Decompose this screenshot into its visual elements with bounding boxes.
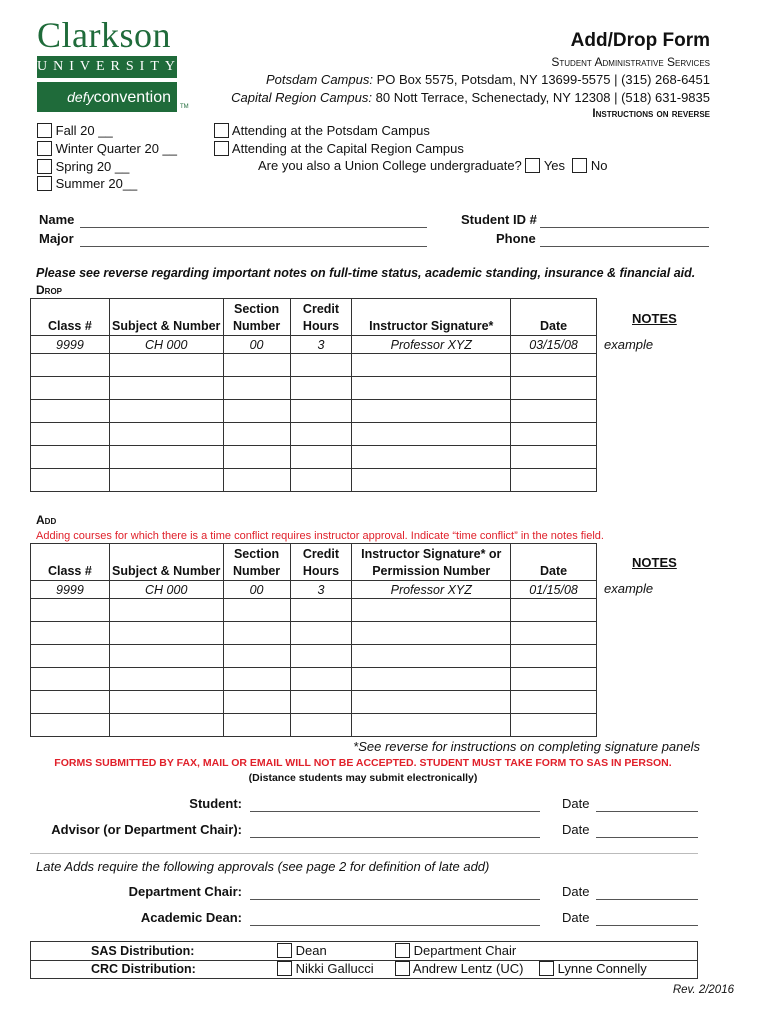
checkbox-sas-dean[interactable] — [277, 943, 292, 958]
major-label: Major — [39, 231, 74, 246]
student-date-field[interactable] — [596, 811, 698, 812]
name-field[interactable] — [80, 227, 427, 228]
add-header-row — [31, 544, 597, 581]
term-fall-label: Fall 20 __ — [55, 123, 113, 138]
add-cell[interactable] — [109, 714, 223, 737]
crc-gallucci-label: Nikki Gallucci — [295, 961, 374, 976]
drop-col-section: Section Number — [223, 299, 290, 336]
logo-trademark: TM — [180, 104, 189, 110]
drop-entry-row[interactable] — [31, 469, 597, 492]
advisor-date-label: Date — [562, 822, 590, 837]
drop-entry-row[interactable] — [31, 446, 597, 469]
sas-dept-chair[interactable] — [395, 943, 516, 958]
sas-dean[interactable] — [277, 943, 327, 958]
checkbox-crc-lentz[interactable] — [395, 961, 410, 976]
drop-cell[interactable] — [290, 423, 352, 446]
drop-cell[interactable] — [290, 469, 352, 492]
instructions-note: Instructions on reverse — [592, 108, 710, 120]
checkbox-fall[interactable] — [37, 123, 52, 138]
add-cell[interactable] — [511, 599, 597, 622]
drop-cell[interactable] — [31, 377, 110, 400]
drop-table — [30, 298, 597, 492]
add-cell[interactable] — [290, 668, 352, 691]
union-question: Are you also a Union College undergraduate? — [258, 158, 522, 173]
campus-capital-label: Attending at the Capital Region Campus — [231, 141, 464, 156]
drop-cell[interactable] — [109, 377, 223, 400]
drop-cell[interactable] — [511, 354, 597, 377]
drop-cell[interactable] — [223, 354, 290, 377]
capital-text: 80 Nott Terrace, Schenectady, NY 12308 | (518) 631-9835 — [375, 90, 710, 105]
advisor-sign-field[interactable] — [250, 837, 540, 838]
add-cell[interactable] — [290, 622, 352, 645]
add-cell[interactable] — [352, 622, 511, 645]
drop-cell[interactable] — [352, 469, 511, 492]
add-col-signature: Instructor Signature* or Permission Number — [352, 544, 511, 581]
add-cell[interactable] — [31, 622, 110, 645]
logo-wordmark: Clarkson — [37, 15, 171, 55]
add-cell[interactable] — [223, 645, 290, 668]
drop-entry-row[interactable] — [31, 377, 597, 400]
add-cell[interactable] — [31, 645, 110, 668]
add-entry-row[interactable] — [31, 714, 597, 737]
drop-entry-row[interactable] — [31, 400, 597, 423]
form-title: Add/Drop Form — [570, 30, 710, 51]
add-cell[interactable] — [31, 691, 110, 714]
sas-dept-chair-label: Department Chair — [413, 943, 517, 958]
drop-cell[interactable] — [31, 446, 110, 469]
drop-cell[interactable] — [511, 446, 597, 469]
add-col-section: Section Number — [223, 544, 290, 581]
logo-tag-defy: defy — [67, 89, 94, 105]
add-col-date: Date — [511, 544, 597, 581]
add-cell[interactable] — [511, 691, 597, 714]
drop-col-class: Class # — [31, 299, 110, 336]
add-cell[interactable] — [511, 622, 597, 645]
add-ex-section: 00 — [223, 581, 290, 599]
drop-cell[interactable] — [352, 400, 511, 423]
add-cell[interactable] — [290, 691, 352, 714]
phone-field[interactable] — [540, 246, 709, 247]
add-col-subject: Subject & Number — [109, 544, 223, 581]
checkbox-crc-gallucci[interactable] — [277, 961, 292, 976]
dept-chair-date-field[interactable] — [596, 899, 698, 900]
student-sign-label: Student: — [189, 796, 242, 811]
checkbox-union-no[interactable] — [572, 158, 587, 173]
student-date-label: Date — [562, 796, 590, 811]
drop-cell[interactable] — [31, 469, 110, 492]
sas-dean-label: Dean — [295, 943, 327, 958]
add-cell[interactable] — [511, 714, 597, 737]
term-spring-label: Spring 20 __ — [55, 159, 130, 174]
crc-lentz-label: Andrew Lentz (UC) — [412, 961, 524, 976]
potsdam-label: Potsdam Campus: — [266, 72, 373, 87]
campus-capital[interactable] — [214, 141, 464, 156]
add-ex-date: 01/15/08 — [511, 581, 597, 599]
dept-chair-date-label: Date — [562, 884, 590, 899]
crc-connelly-label: Lynne Connelly — [557, 961, 647, 976]
crc-gallucci[interactable] — [277, 961, 374, 976]
drop-entry-row[interactable] — [31, 423, 597, 446]
drop-ex-credit: 3 — [290, 336, 352, 354]
dean-date-label: Date — [562, 910, 590, 925]
drop-entry-row[interactable] — [31, 354, 597, 377]
add-cell[interactable] — [511, 645, 597, 668]
add-cell[interactable] — [352, 599, 511, 622]
drop-cell[interactable] — [109, 446, 223, 469]
add-cell[interactable] — [511, 668, 597, 691]
drop-cell[interactable] — [223, 446, 290, 469]
term-summer-label: Summer 20__ — [55, 176, 138, 191]
dean-sign-label: Academic Dean: — [140, 910, 242, 925]
dean-sign-field[interactable] — [250, 925, 540, 926]
late-adds-note: Late Adds require the following approvals (see page 2 for definition of late add) — [36, 859, 490, 874]
add-cell[interactable] — [31, 714, 110, 737]
drop-cell[interactable] — [511, 377, 597, 400]
drop-header-row — [31, 299, 597, 336]
checkbox-capital[interactable] — [214, 141, 229, 156]
drop-ex-date: 03/15/08 — [511, 336, 597, 354]
add-entry-row[interactable] — [31, 645, 597, 668]
drop-example-row — [31, 336, 597, 354]
logo-tag-rest: convention — [93, 89, 171, 106]
drop-cell[interactable] — [511, 400, 597, 423]
add-cell[interactable] — [352, 668, 511, 691]
logo-university-bar: UNIVERSITY — [37, 56, 177, 78]
crc-lentz[interactable] — [395, 961, 523, 976]
add-cell[interactable] — [109, 668, 223, 691]
add-cell[interactable] — [223, 691, 290, 714]
drop-cell[interactable] — [352, 354, 511, 377]
checkbox-sas-dept-chair[interactable] — [395, 943, 410, 958]
add-cell[interactable] — [109, 599, 223, 622]
term-spring[interactable] — [37, 159, 129, 174]
drop-notes-example: example — [604, 337, 654, 352]
see-reverse-note: *See reverse for instructions on completing signature panels — [353, 739, 700, 754]
add-cell[interactable] — [290, 599, 352, 622]
drop-col-signature: Instructor Signature* — [352, 299, 511, 336]
add-ex-subject: CH 000 — [109, 581, 223, 599]
term-winter[interactable] — [37, 141, 177, 156]
add-entry-row[interactable] — [31, 599, 597, 622]
add-entry-row[interactable] — [31, 691, 597, 714]
checkbox-summer[interactable] — [37, 176, 52, 191]
important-notice: Please see reverse regarding important notes on full-time status, academic standing, insurance & financial aid. — [36, 266, 696, 280]
drop-cell[interactable] — [352, 423, 511, 446]
drop-cell[interactable] — [352, 377, 511, 400]
drop-cell[interactable] — [31, 423, 110, 446]
checkbox-crc-connelly[interactable] — [539, 961, 554, 976]
checkbox-potsdam[interactable] — [214, 123, 229, 138]
capital-address — [231, 90, 710, 105]
campus-potsdam-label: Attending at the Potsdam Campus — [231, 123, 430, 138]
drop-heading: Drop — [36, 283, 63, 297]
drop-col-date: Date — [511, 299, 597, 336]
student-id-field[interactable] — [540, 227, 709, 228]
crc-connelly[interactable] — [539, 961, 647, 976]
divider — [30, 853, 698, 854]
add-cell[interactable] — [31, 599, 110, 622]
drop-col-subject: Subject & Number — [109, 299, 223, 336]
checkbox-spring[interactable] — [37, 159, 52, 174]
add-ex-class: 9999 — [31, 581, 110, 599]
phone-label: Phone — [496, 231, 536, 246]
add-entry-row[interactable] — [31, 622, 597, 645]
add-cell[interactable] — [109, 645, 223, 668]
advisor-date-field[interactable] — [596, 837, 698, 838]
drop-cell[interactable] — [109, 354, 223, 377]
logo-tagline — [37, 82, 177, 112]
drop-cell[interactable] — [223, 423, 290, 446]
term-fall[interactable] — [37, 123, 113, 138]
drop-cell[interactable] — [290, 354, 352, 377]
drop-cell[interactable] — [511, 423, 597, 446]
add-ex-signature: Professor XYZ — [352, 581, 511, 599]
potsdam-address — [266, 72, 710, 87]
dept-chair-sign-label: Department Chair: — [128, 884, 242, 899]
potsdam-text: PO Box 5575, Potsdam, NY 13699-5575 | (315) 268-6451 — [376, 72, 710, 87]
drop-ex-signature: Professor XYZ — [352, 336, 511, 354]
revision-date: Rev. 2/2016 — [672, 984, 734, 996]
drop-cell[interactable] — [223, 377, 290, 400]
add-cell[interactable] — [109, 691, 223, 714]
add-notes-example: example — [604, 581, 654, 596]
drop-cell[interactable] — [109, 423, 223, 446]
add-ex-credit: 3 — [290, 581, 352, 599]
add-cell[interactable] — [223, 668, 290, 691]
add-notes-heading: NOTES — [632, 555, 677, 570]
add-cell[interactable] — [290, 645, 352, 668]
drop-cell[interactable] — [109, 469, 223, 492]
student-id-label: Student ID # — [461, 212, 537, 227]
campus-potsdam[interactable] — [214, 123, 430, 138]
union-question-row — [258, 158, 608, 173]
add-cell[interactable] — [109, 622, 223, 645]
drop-ex-class: 9999 — [31, 336, 110, 354]
capital-label: Capital Region Campus: — [231, 90, 372, 105]
drop-cell[interactable] — [352, 446, 511, 469]
add-cell[interactable] — [31, 668, 110, 691]
drop-cell[interactable] — [223, 400, 290, 423]
add-cell[interactable] — [223, 714, 290, 737]
drop-notes-heading: NOTES — [632, 311, 677, 326]
submission-warning: FORMS SUBMITTED BY FAX, MAIL OR EMAIL WILL NOT BE ACCEPTED. STUDENT MUST TAKE FORM TO SAS IN PERSON. — [54, 757, 672, 769]
major-field[interactable] — [80, 246, 427, 247]
add-cell[interactable] — [352, 714, 511, 737]
term-summer[interactable] — [37, 176, 137, 191]
add-cell[interactable] — [352, 645, 511, 668]
sas-distribution-label: SAS Distribution: — [91, 944, 195, 958]
drop-cell[interactable] — [290, 446, 352, 469]
checkbox-union-yes[interactable] — [525, 158, 540, 173]
add-entry-row[interactable] — [31, 668, 597, 691]
dept-chair-sign-field[interactable] — [250, 899, 540, 900]
add-cell[interactable] — [223, 599, 290, 622]
add-cell[interactable] — [352, 691, 511, 714]
drop-cell[interactable] — [290, 377, 352, 400]
add-cell[interactable] — [290, 714, 352, 737]
time-conflict-warning: Adding courses for which there is a time conflict requires instructor approval. Indicate “time conflict” in the notes field. — [36, 530, 604, 542]
student-sign-field[interactable] — [250, 811, 540, 812]
crc-distribution-label: CRC Distribution: — [91, 962, 196, 976]
dept-name: Student Administrative Services — [551, 55, 710, 69]
drop-cell[interactable] — [223, 469, 290, 492]
dean-date-field[interactable] — [596, 925, 698, 926]
drop-cell[interactable] — [109, 400, 223, 423]
union-yes-label: Yes — [543, 158, 566, 173]
drop-ex-subject: CH 000 — [109, 336, 223, 354]
drop-cell[interactable] — [290, 400, 352, 423]
term-winter-label: Winter Quarter 20 __ — [55, 141, 178, 156]
distance-note: (Distance students may submit electronically) — [248, 772, 478, 784]
drop-col-credit: Credit Hours — [290, 299, 352, 336]
add-col-class: Class # — [31, 544, 110, 581]
add-table — [30, 543, 597, 737]
union-no-label: No — [590, 158, 608, 173]
drop-cell[interactable] — [31, 400, 110, 423]
drop-ex-section: 00 — [223, 336, 290, 354]
add-heading: Add — [36, 513, 57, 527]
advisor-sign-label: Advisor (or Department Chair): — [51, 822, 242, 837]
drop-cell[interactable] — [31, 354, 110, 377]
add-example-row — [31, 581, 597, 599]
checkbox-winter[interactable] — [37, 141, 52, 156]
add-col-credit: Credit Hours — [290, 544, 352, 581]
name-label: Name — [39, 212, 75, 227]
drop-cell[interactable] — [511, 469, 597, 492]
add-cell[interactable] — [223, 622, 290, 645]
